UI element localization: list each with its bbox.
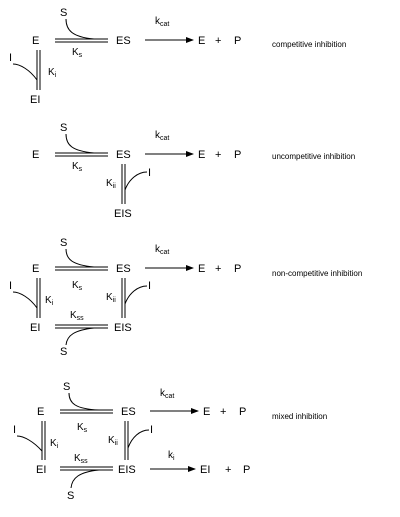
scheme-label: uncompetitive inhibition: [272, 152, 356, 161]
plus-sign: +: [215, 35, 222, 47]
plus-sign: +: [220, 406, 227, 418]
scheme-label: mixed inhibition: [272, 412, 328, 421]
constant-ki: $k_i$: [168, 450, 175, 462]
constant-Ks: $K_s$: [72, 161, 83, 173]
equilibrium-arrow-ES-EIS: [122, 164, 125, 204]
equilibrium-arrow-E-ES: [55, 267, 108, 270]
equilibrium-arrow-E-ES: [60, 410, 113, 413]
species-E: E: [32, 35, 40, 47]
species-E-product: E: [203, 406, 211, 418]
constant-Ks: $K_s$: [77, 422, 88, 434]
constant-Kii: $K_{ii}$: [108, 435, 118, 447]
species-P: P: [234, 149, 242, 161]
substrate-S: S: [60, 237, 68, 249]
curved-substrate-arrow: [66, 19, 94, 39]
inhibitor-I-right: I: [150, 424, 154, 436]
constant-Ki: $K_i$: [50, 438, 59, 450]
constant-Kss: $K_{ss}$: [74, 453, 88, 465]
species-ES: ES: [116, 149, 131, 161]
species-ES: ES: [116, 263, 131, 275]
equilibrium-arrow-EI-EIS: [60, 467, 113, 470]
substrate-S: S: [63, 381, 71, 393]
curved-inhibitor-arrow-right: [125, 286, 147, 304]
constant-Ki: $K_i$: [45, 295, 54, 307]
substrate-S: S: [60, 122, 68, 134]
equilibrium-arrow-E-ES: [55, 39, 108, 42]
scheme-label: competitive inhibition: [272, 40, 347, 49]
species-EI-product: EI: [200, 464, 211, 476]
species-EI: EI: [30, 94, 41, 106]
species-EIS: EIS: [114, 322, 132, 334]
species-P-2: P: [243, 464, 251, 476]
species-EIS: EIS: [118, 464, 136, 476]
equilibrium-arrow-ES-EIS: [122, 278, 125, 318]
scheme-label: non-competitive inhibition: [272, 269, 363, 278]
constant-Ks: $K_s$: [72, 47, 83, 59]
species-E: E: [32, 263, 40, 275]
constant-kcat: $k_{cat}$: [160, 388, 175, 400]
species-EIS: EIS: [114, 208, 132, 220]
scheme-competitive: [9, 7, 346, 106]
constant-Ks: $K_s$: [72, 280, 83, 292]
constant-Kii: $K_{ii}$: [106, 178, 116, 190]
substrate-S-bottom: S: [67, 490, 75, 502]
plus-sign: +: [215, 149, 222, 161]
curved-substrate-arrow: [66, 134, 94, 153]
curved-substrate-arrow-bottom: [71, 470, 99, 488]
equilibrium-arrow-E-EI: [42, 421, 45, 460]
curved-substrate-arrow: [69, 393, 99, 410]
equilibrium-arrow-E-ES: [55, 153, 108, 156]
curved-substrate-arrow: [66, 249, 94, 267]
scheme-noncompetitive: [9, 237, 362, 358]
substrate-S: S: [60, 7, 68, 19]
species-P: P: [239, 406, 247, 418]
inhibitor-I: I: [148, 167, 152, 179]
constant-Kss: $K_{ss}$: [70, 310, 84, 322]
species-P: P: [234, 35, 242, 47]
equilibrium-arrow-ES-EIS: [125, 421, 128, 460]
curved-inhibitor-arrow-left: [13, 292, 37, 308]
species-EI: EI: [36, 464, 47, 476]
inhibitor-I-left: I: [13, 424, 17, 436]
plus-sign-2: +: [225, 464, 232, 476]
constant-Ki: $K_i$: [48, 67, 57, 79]
equilibrium-arrow-EI-EIS: [55, 325, 108, 328]
constant-kcat: $k_{cat}$: [155, 16, 170, 28]
curved-inhibitor-arrow-left: [17, 436, 42, 451]
curved-inhibitor-arrow: [13, 64, 37, 80]
equilibrium-arrow-E-EI: [37, 278, 40, 318]
species-EI: EI: [30, 322, 41, 334]
inhibitor-I-left: I: [9, 280, 13, 292]
species-E: E: [32, 149, 40, 161]
curved-inhibitor-arrow: [125, 172, 147, 190]
constant-Kii: $K_{ii}$: [106, 292, 116, 304]
curved-substrate-arrow-bottom: [66, 328, 94, 345]
plus-sign: +: [215, 263, 222, 275]
constant-kcat: $k_{cat}$: [155, 244, 170, 256]
substrate-S-bottom: S: [60, 346, 68, 358]
species-ES: ES: [116, 35, 131, 47]
species-E: E: [37, 406, 45, 418]
species-P: P: [234, 263, 242, 275]
equilibrium-arrow-E-EI: [37, 50, 40, 90]
scheme-mixed: [13, 381, 327, 502]
species-E-product: E: [198, 149, 206, 161]
constant-kcat: $k_{cat}$: [155, 130, 170, 142]
inhibitor-I-right: I: [148, 280, 152, 292]
species-E-product: E: [198, 263, 206, 275]
species-E-product: E: [198, 35, 206, 47]
inhibitor-I: I: [9, 52, 13, 64]
species-ES: ES: [121, 406, 136, 418]
scheme-uncompetitive: [32, 122, 355, 220]
curved-inhibitor-arrow-right: [128, 430, 149, 448]
